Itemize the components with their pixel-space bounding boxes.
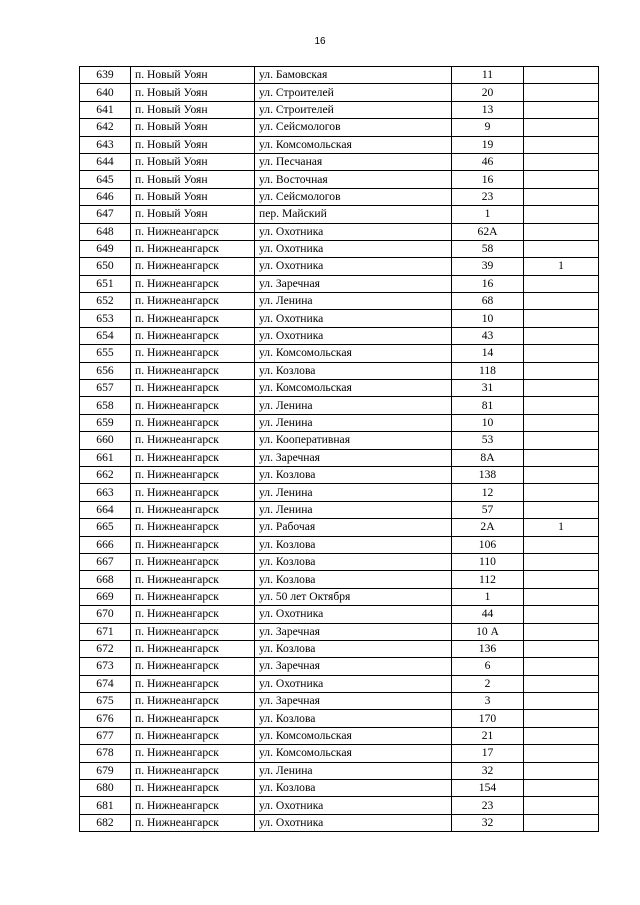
house-number-cell: 2 [452, 675, 524, 692]
row-number: 655 [80, 345, 131, 362]
house-number-cell: 39 [452, 258, 524, 275]
street-cell: ул. Охотника [255, 327, 452, 344]
house-number-cell: 110 [452, 553, 524, 570]
row-number: 641 [80, 101, 131, 118]
table-row [80, 449, 599, 466]
settlement-cell: п. Нижнеангарск [131, 275, 255, 292]
street-cell: ул. Ленина [255, 397, 452, 414]
house-number-cell: 136 [452, 640, 524, 657]
row-number: 651 [80, 275, 131, 292]
settlement-cell: п. Новый Уоян [131, 188, 255, 205]
house-number-cell: 1 [452, 588, 524, 605]
settlement-cell: п. Новый Уоян [131, 101, 255, 118]
street-cell: ул. Охотника [255, 675, 452, 692]
row-number: 648 [80, 223, 131, 240]
street-cell: ул. Рабочая [255, 519, 452, 536]
street-cell: ул. Сейсмологов [255, 119, 452, 136]
settlement-cell: п. Новый Уоян [131, 153, 255, 170]
table-row [80, 240, 599, 257]
table-row [80, 501, 599, 518]
table-row [80, 275, 599, 292]
settlement-cell: п. Нижнеангарск [131, 727, 255, 744]
row-number: 663 [80, 484, 131, 501]
street-cell: ул. Козлова [255, 536, 452, 553]
table-row [80, 606, 599, 623]
row-number: 654 [80, 327, 131, 344]
street-cell: ул. Бамовская [255, 67, 452, 84]
extra-cell [524, 606, 599, 623]
street-cell: ул. Козлова [255, 362, 452, 379]
house-number-cell: 32 [452, 814, 524, 831]
settlement-cell: п. Нижнеангарск [131, 797, 255, 814]
house-number-cell: 57 [452, 501, 524, 518]
row-number: 677 [80, 727, 131, 744]
house-number-cell: 43 [452, 327, 524, 344]
house-number-cell: 13 [452, 101, 524, 118]
row-number: 649 [80, 240, 131, 257]
extra-cell [524, 814, 599, 831]
table-row [80, 188, 599, 205]
house-number-cell: 81 [452, 397, 524, 414]
settlement-cell: п. Нижнеангарск [131, 571, 255, 588]
table-row [80, 432, 599, 449]
house-number-cell: 154 [452, 780, 524, 797]
settlement-cell: п. Нижнеангарск [131, 814, 255, 831]
row-number: 653 [80, 310, 131, 327]
row-number: 667 [80, 553, 131, 570]
street-cell: ул. Заречная [255, 693, 452, 710]
row-number: 660 [80, 432, 131, 449]
street-cell: ул. Заречная [255, 275, 452, 292]
settlement-cell: п. Нижнеангарск [131, 640, 255, 657]
house-number-cell: 32 [452, 762, 524, 779]
table-row [80, 484, 599, 501]
table-row [80, 293, 599, 310]
table-row [80, 397, 599, 414]
row-number: 665 [80, 519, 131, 536]
extra-cell: 1 [524, 519, 599, 536]
house-number-cell: 16 [452, 171, 524, 188]
house-number-cell: 46 [452, 153, 524, 170]
street-cell: ул. Охотника [255, 223, 452, 240]
table-row [80, 519, 599, 536]
street-cell: ул. Козлова [255, 710, 452, 727]
row-number: 681 [80, 797, 131, 814]
street-cell: ул. Ленина [255, 501, 452, 518]
extra-cell [524, 797, 599, 814]
settlement-cell: п. Нижнеангарск [131, 553, 255, 570]
table-row [80, 258, 599, 275]
row-number: 657 [80, 380, 131, 397]
row-number: 658 [80, 397, 131, 414]
row-number: 661 [80, 449, 131, 466]
street-cell: ул. Строителей [255, 84, 452, 101]
row-number: 672 [80, 640, 131, 657]
settlement-cell: п. Новый Уоян [131, 67, 255, 84]
extra-cell [524, 501, 599, 518]
table-row [80, 362, 599, 379]
extra-cell [524, 136, 599, 153]
table-row [80, 414, 599, 431]
row-number: 647 [80, 206, 131, 223]
extra-cell [524, 484, 599, 501]
extra-cell: 1 [524, 258, 599, 275]
table-row [80, 101, 599, 118]
street-cell: ул. Ленина [255, 414, 452, 431]
extra-cell [524, 588, 599, 605]
house-number-cell: 170 [452, 710, 524, 727]
table-row [80, 745, 599, 762]
table-row [80, 727, 599, 744]
row-number: 671 [80, 623, 131, 640]
street-cell: ул. Ленина [255, 762, 452, 779]
street-cell: ул. Козлова [255, 466, 452, 483]
extra-cell [524, 188, 599, 205]
settlement-cell: п. Нижнеангарск [131, 710, 255, 727]
row-number: 675 [80, 693, 131, 710]
page-number: 16 [314, 36, 326, 47]
table-row [80, 136, 599, 153]
row-number: 639 [80, 67, 131, 84]
street-cell: ул. Комсомольская [255, 136, 452, 153]
extra-cell [524, 762, 599, 779]
house-number-cell: 106 [452, 536, 524, 553]
house-number-cell: 6 [452, 658, 524, 675]
settlement-cell: п. Нижнеангарск [131, 658, 255, 675]
settlement-cell: п. Нижнеангарск [131, 519, 255, 536]
street-cell: ул. Кооперативная [255, 432, 452, 449]
house-number-cell: 19 [452, 136, 524, 153]
street-cell: ул. Комсомольская [255, 745, 452, 762]
extra-cell [524, 466, 599, 483]
street-cell: ул. Комсомольская [255, 345, 452, 362]
settlement-cell: п. Нижнеангарск [131, 449, 255, 466]
house-number-cell: 62А [452, 223, 524, 240]
extra-cell [524, 67, 599, 84]
settlement-cell: п. Нижнеангарск [131, 588, 255, 605]
table-row [80, 571, 599, 588]
extra-cell [524, 101, 599, 118]
house-number-cell: 118 [452, 362, 524, 379]
extra-cell [524, 206, 599, 223]
settlement-cell: п. Нижнеангарск [131, 623, 255, 640]
settlement-cell: п. Нижнеангарск [131, 745, 255, 762]
extra-cell [524, 432, 599, 449]
row-number: 666 [80, 536, 131, 553]
table-row [80, 762, 599, 779]
row-number: 659 [80, 414, 131, 431]
street-cell: ул. Заречная [255, 623, 452, 640]
house-number-cell: 23 [452, 797, 524, 814]
row-number: 645 [80, 171, 131, 188]
house-number-cell: 21 [452, 727, 524, 744]
extra-cell [524, 171, 599, 188]
street-cell: ул. Охотника [255, 258, 452, 275]
row-number: 643 [80, 136, 131, 153]
settlement-cell: п. Нижнеангарск [131, 501, 255, 518]
table-row [80, 171, 599, 188]
settlement-cell: п. Нижнеангарск [131, 240, 255, 257]
address-table-body [80, 67, 599, 832]
extra-cell [524, 727, 599, 744]
street-cell: ул. 50 лет Октября [255, 588, 452, 605]
row-number: 650 [80, 258, 131, 275]
settlement-cell: п. Нижнеангарск [131, 606, 255, 623]
extra-cell [524, 119, 599, 136]
street-cell: ул. Заречная [255, 449, 452, 466]
table-row [80, 223, 599, 240]
table-row [80, 310, 599, 327]
house-number-cell: 20 [452, 84, 524, 101]
house-number-cell: 16 [452, 275, 524, 292]
house-number-cell: 31 [452, 380, 524, 397]
row-number: 662 [80, 466, 131, 483]
house-number-cell: 9 [452, 119, 524, 136]
address-table [79, 66, 599, 832]
extra-cell [524, 658, 599, 675]
row-number: 673 [80, 658, 131, 675]
table-row [80, 380, 599, 397]
extra-cell [524, 84, 599, 101]
street-cell: пер. Майский [255, 206, 452, 223]
house-number-cell: 44 [452, 606, 524, 623]
extra-cell [524, 345, 599, 362]
house-number-cell: 112 [452, 571, 524, 588]
street-cell: ул. Ленина [255, 484, 452, 501]
house-number-cell: 138 [452, 466, 524, 483]
extra-cell [524, 693, 599, 710]
row-number: 642 [80, 119, 131, 136]
street-cell: ул. Заречная [255, 658, 452, 675]
extra-cell [524, 640, 599, 657]
house-number-cell: 11 [452, 67, 524, 84]
street-cell: ул. Охотника [255, 797, 452, 814]
extra-cell [524, 223, 599, 240]
house-number-cell: 2А [452, 519, 524, 536]
table-row [80, 466, 599, 483]
row-number: 646 [80, 188, 131, 205]
settlement-cell: п. Нижнеангарск [131, 762, 255, 779]
street-cell: ул. Песчаная [255, 153, 452, 170]
table-row [80, 814, 599, 831]
row-number: 678 [80, 745, 131, 762]
row-number: 656 [80, 362, 131, 379]
extra-cell [524, 310, 599, 327]
house-number-cell: 14 [452, 345, 524, 362]
row-number: 676 [80, 710, 131, 727]
extra-cell [524, 780, 599, 797]
row-number: 674 [80, 675, 131, 692]
row-number: 680 [80, 780, 131, 797]
street-cell: ул. Ленина [255, 293, 452, 310]
extra-cell [524, 710, 599, 727]
street-cell: ул. Охотника [255, 606, 452, 623]
house-number-cell: 10 А [452, 623, 524, 640]
house-number-cell: 1 [452, 206, 524, 223]
table-row [80, 710, 599, 727]
row-number: 644 [80, 153, 131, 170]
table-row [80, 153, 599, 170]
settlement-cell: п. Нижнеангарск [131, 362, 255, 379]
street-cell: ул. Сейсмологов [255, 188, 452, 205]
street-cell: ул. Комсомольская [255, 380, 452, 397]
settlement-cell: п. Новый Уоян [131, 136, 255, 153]
house-number-cell: 12 [452, 484, 524, 501]
street-cell: ул. Охотника [255, 814, 452, 831]
table-row [80, 797, 599, 814]
settlement-cell: п. Нижнеангарск [131, 310, 255, 327]
extra-cell [524, 327, 599, 344]
settlement-cell: п. Нижнеангарск [131, 432, 255, 449]
settlement-cell: п. Нижнеангарск [131, 397, 255, 414]
settlement-cell: п. Новый Уоян [131, 171, 255, 188]
settlement-cell: п. Нижнеангарск [131, 345, 255, 362]
extra-cell [524, 623, 599, 640]
house-number-cell: 10 [452, 310, 524, 327]
settlement-cell: п. Нижнеангарск [131, 380, 255, 397]
extra-cell [524, 553, 599, 570]
house-number-cell: 3 [452, 693, 524, 710]
house-number-cell: 68 [452, 293, 524, 310]
extra-cell [524, 414, 599, 431]
extra-cell [524, 397, 599, 414]
extra-cell [524, 293, 599, 310]
extra-cell [524, 240, 599, 257]
table-row [80, 327, 599, 344]
street-cell: ул. Козлова [255, 553, 452, 570]
settlement-cell: п. Нижнеангарск [131, 484, 255, 501]
settlement-cell: п. Нижнеангарск [131, 327, 255, 344]
table-row [80, 658, 599, 675]
house-number-cell: 8А [452, 449, 524, 466]
settlement-cell: п. Нижнеангарск [131, 414, 255, 431]
extra-cell [524, 675, 599, 692]
row-number: 664 [80, 501, 131, 518]
table-row [80, 675, 599, 692]
table-row [80, 588, 599, 605]
street-cell: ул. Козлова [255, 640, 452, 657]
settlement-cell: п. Нижнеангарск [131, 780, 255, 797]
row-number: 652 [80, 293, 131, 310]
settlement-cell: п. Новый Уоян [131, 206, 255, 223]
street-cell: ул. Охотника [255, 310, 452, 327]
extra-cell [524, 275, 599, 292]
settlement-cell: п. Нижнеангарск [131, 466, 255, 483]
extra-cell [524, 362, 599, 379]
settlement-cell: п. Нижнеангарск [131, 536, 255, 553]
extra-cell [524, 571, 599, 588]
settlement-cell: п. Новый Уоян [131, 119, 255, 136]
table-row [80, 693, 599, 710]
house-number-cell: 58 [452, 240, 524, 257]
row-number: 669 [80, 588, 131, 605]
table-row [80, 623, 599, 640]
settlement-cell: п. Нижнеангарск [131, 675, 255, 692]
street-cell: ул. Комсомольская [255, 727, 452, 744]
table-row [80, 84, 599, 101]
street-cell: ул. Козлова [255, 571, 452, 588]
table-row [80, 67, 599, 84]
extra-cell [524, 153, 599, 170]
settlement-cell: п. Нижнеангарск [131, 258, 255, 275]
settlement-cell: п. Нижнеангарск [131, 693, 255, 710]
table-row [80, 345, 599, 362]
table-row [80, 206, 599, 223]
settlement-cell: п. Новый Уоян [131, 84, 255, 101]
house-number-cell: 10 [452, 414, 524, 431]
row-number: 668 [80, 571, 131, 588]
street-cell: ул. Козлова [255, 780, 452, 797]
extra-cell [524, 745, 599, 762]
street-cell: ул. Восточная [255, 171, 452, 188]
street-cell: ул. Охотника [255, 240, 452, 257]
extra-cell [524, 536, 599, 553]
row-number: 640 [80, 84, 131, 101]
street-cell: ул. Строителей [255, 101, 452, 118]
house-number-cell: 53 [452, 432, 524, 449]
extra-cell [524, 380, 599, 397]
house-number-cell: 23 [452, 188, 524, 205]
table-row [80, 119, 599, 136]
settlement-cell: п. Нижнеангарск [131, 223, 255, 240]
row-number: 682 [80, 814, 131, 831]
settlement-cell: п. Нижнеангарск [131, 293, 255, 310]
table-row [80, 640, 599, 657]
row-number: 679 [80, 762, 131, 779]
table-row [80, 553, 599, 570]
row-number: 670 [80, 606, 131, 623]
table-row [80, 536, 599, 553]
table-row [80, 780, 599, 797]
house-number-cell: 17 [452, 745, 524, 762]
extra-cell [524, 449, 599, 466]
